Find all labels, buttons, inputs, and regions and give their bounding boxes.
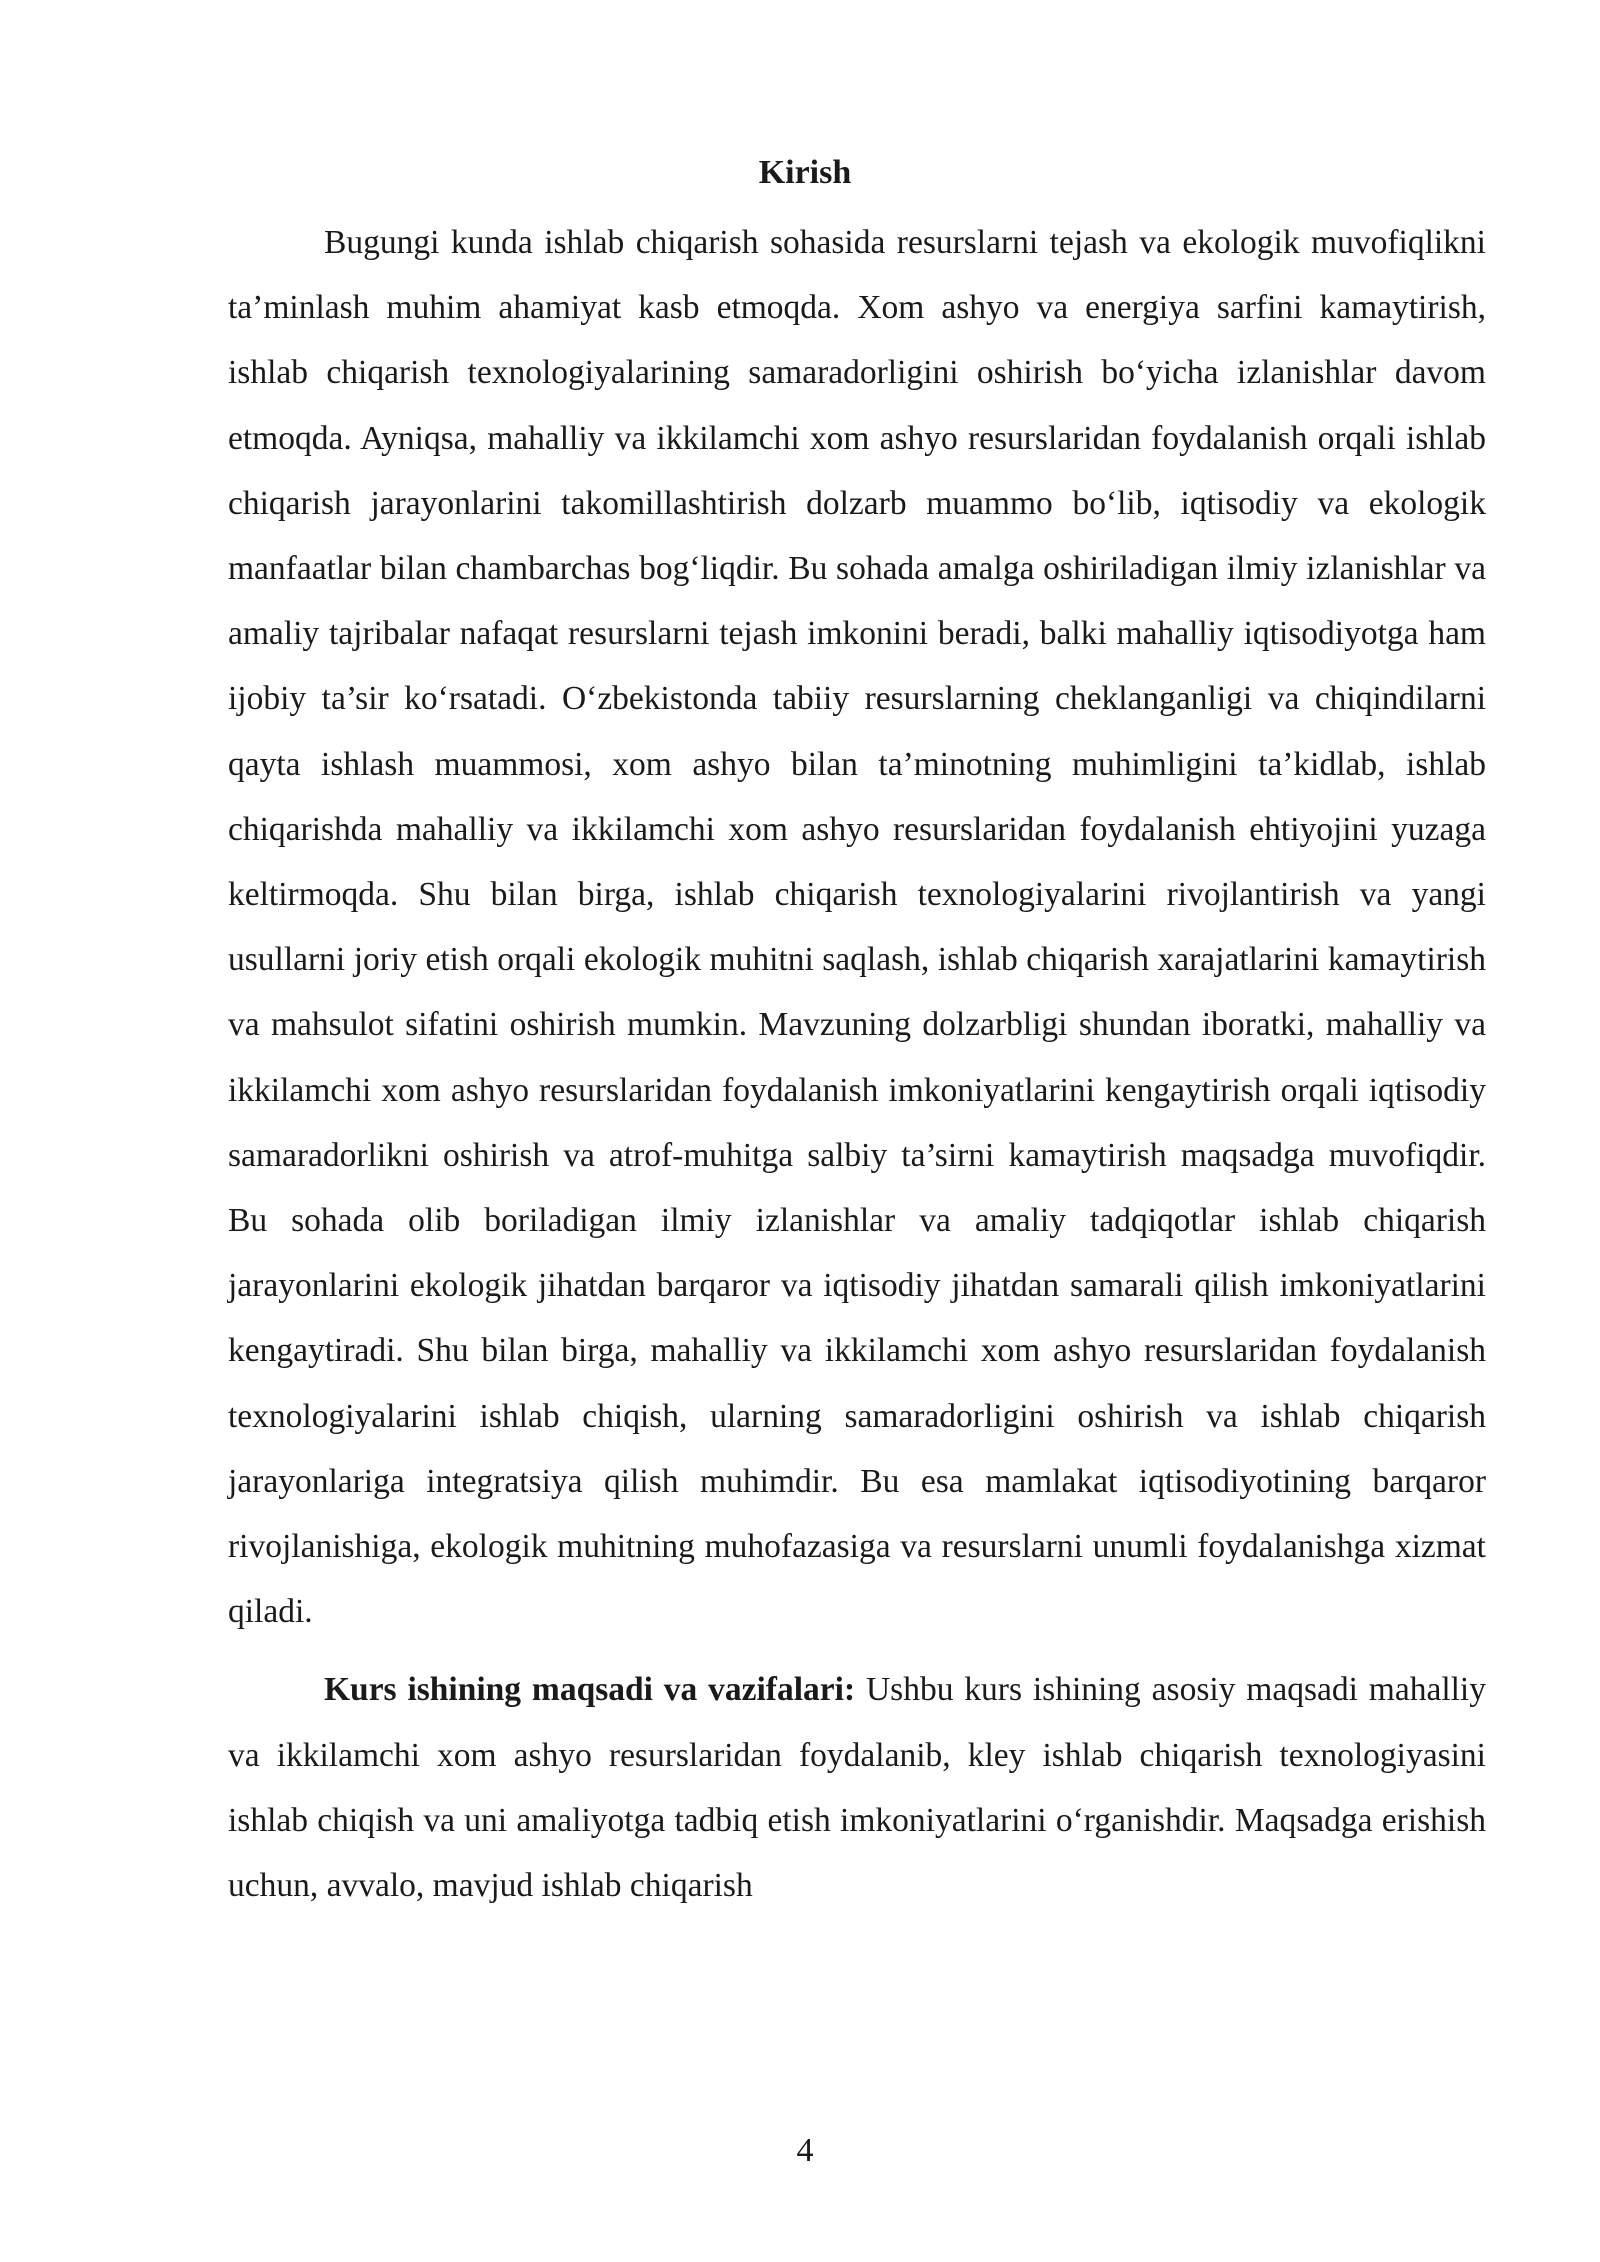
page-number: 4 — [796, 2132, 814, 2169]
intro-paragraph: Bugungi kunda ishlab chiqarish sohasida resurslarni tejash va ekologik muvofiqlikni ta’minlash muhim ahamiyat kasb etmoqda. Xom ashyo va energiya sarfini kamaytirish, ishlab chiqarish texnologiyalarining samaradorligini oshirish bo‘yicha izlanishlar davom etmoqda. Ayniqsa, mahalliy va ikkilamchi xom ashyo resurslaridan foydalanish orqali ishlab chiqarish jarayonlarini takomillashtirish dolzarb muammo bo‘lib, iqtisodiy va ekologik manfaatlar bilan chambarchas bog‘liqdir. Bu sohada amalga oshiriladigan ilmiy izlanishlar va amaliy tajribalar nafaqat resurslarni tejash imkonini beradi, balki mahalliy iqtisodiyotga ham ijobiy ta’sir ko‘rsatadi. O‘zbekistonda tabiiy resurslarning cheklanganligi va chiqindilarni qayta ishlash muammosi, xom ashyo bilan ta’minotning muhimligini ta’kidlab, ishlab chiqarishda mahalliy va ikkilamchi xom ashyo resurslaridan foydalanish ehtiyojini yuzaga keltirmoqda. Shu bilan birga, ishlab chiqarish texnologiyalarini rivojlantirish va yangi usullarni joriy etish orqali ekologik muhitni saqlash, ishlab chiqarish xarajatlarini kamaytirish va mahsulot sifatini oshirish mumkin. Mavzuning dolzarbligi shundan iboratki, mahalliy va ikkilamchi xom ashyo resurslaridan foydalanish imkoniyatlarini kengaytirish orqali iqtisodiy samaradorlikni oshirish va atrof-muhitga salbiy ta’sirni kamaytirish maqsadga muvofiqdir. Bu sohada olib boriladigan ilmiy izlanishlar va amaliy tadqiqotlar ishlab chiqarish jarayonlarini ekologik jihatdan barqaror va iqtisodiy jihatdan samarali qilish imkoniyatlarini kengaytiradi. Shu bilan birga, mahalliy va ikkilamchi xom ashyo resurslaridan foydalanish texnologiyalarini ishlab chiqish, ularning samaradorligini oshirish va ishlab chiqarish jarayonlariga integratsiya qilish muhimdir. Bu esa mamlakat iqtisodiyotining barqaror rivojlanishiga, ekologik muhitning muhofazasiga va resurslarni unumli foydalanishga xizmat qiladi. — [228, 224, 1486, 1631]
goals-paragraph — [228, 1657, 1486, 1918]
goals-lead-label: Kurs ishining maqsadi va vazifalari: — [324, 1671, 856, 1709]
section-heading: Kirish — [758, 154, 852, 191]
goals-paragraph-text: Ushbu kurs ishining asosiy maqsadi mahalliy va ikkilamchi xom ashyo resurslaridan foydalanib, kley ishlab chiqarish texnologiyasini ishlab chiqish va uni amaliyotga tadbiq etish imkoniyatlarini o‘rganishdir. Maqsadga erishish uchun, avvalo, mavjud ishlab chiqarish — [228, 1671, 1486, 1905]
body-text — [228, 210, 1486, 1918]
